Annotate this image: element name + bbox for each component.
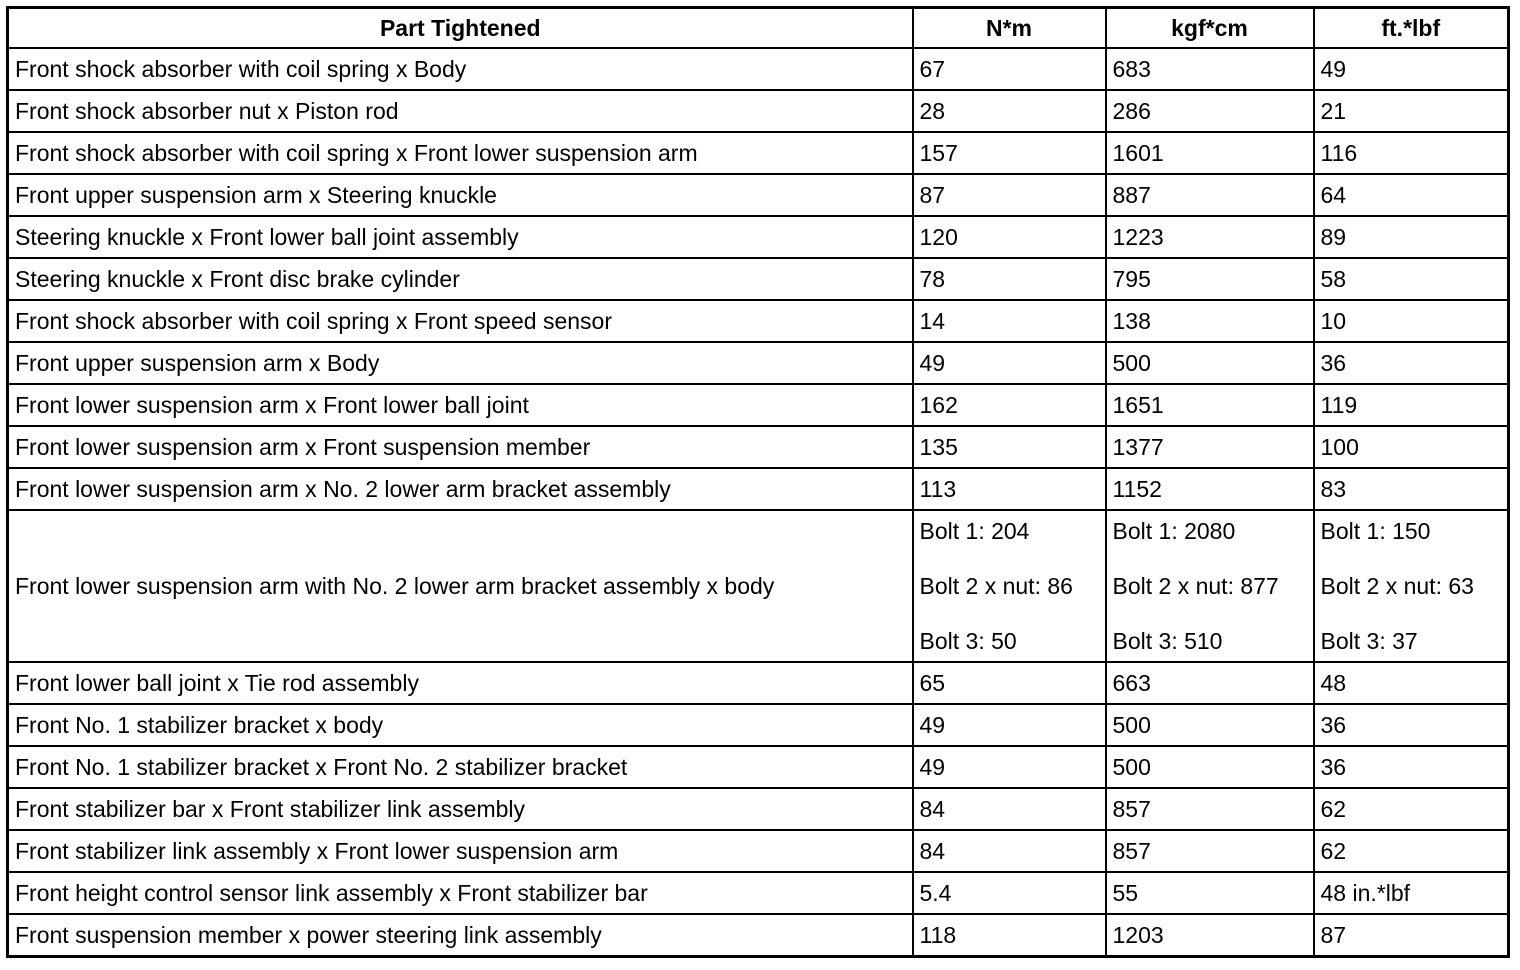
ft-lbf-cell-line: 64 xyxy=(1320,182,1347,208)
nm-cell xyxy=(913,662,1106,704)
part-cell: Front lower suspension arm with No. 2 lower arm bracket assembly x body xyxy=(8,510,913,662)
nm-cell xyxy=(913,258,1106,300)
nm-cell-line: 49 xyxy=(919,754,946,780)
nm-cell-line: Bolt 1: 204 xyxy=(919,518,1030,544)
table-row xyxy=(8,704,1509,746)
ft-lbf-cell xyxy=(1314,174,1509,216)
kgf-cm-cell-line: 500 xyxy=(1112,754,1151,780)
kgf-cm-cell-line: 1223 xyxy=(1112,224,1164,250)
nm-cell-line: Bolt 3: 50 xyxy=(919,628,1017,654)
kgf-cm-cell xyxy=(1106,872,1314,914)
kgf-cm-cell xyxy=(1106,830,1314,872)
nm-cell xyxy=(913,90,1106,132)
table-row xyxy=(8,510,1509,662)
ft-lbf-cell xyxy=(1314,662,1509,704)
kgf-cm-cell-line: Bolt 2 x nut: 877 xyxy=(1112,573,1279,599)
nm-cell xyxy=(913,342,1106,384)
kgf-cm-cell xyxy=(1106,90,1314,132)
nm-cell-line: Bolt 2 x nut: 86 xyxy=(919,573,1073,599)
ft-lbf-cell-line: Bolt 3: 37 xyxy=(1320,628,1418,654)
part-cell: Front stabilizer bar x Front stabilizer link assembly xyxy=(8,788,913,830)
kgf-cm-cell xyxy=(1106,300,1314,342)
ft-lbf-cell xyxy=(1314,872,1509,914)
kgf-cm-cell xyxy=(1106,914,1314,957)
nm-cell-line: 162 xyxy=(919,392,958,418)
nm-cell xyxy=(913,132,1106,174)
ft-lbf-cell-line: 10 xyxy=(1320,308,1347,334)
ft-lbf-cell-line: 48 in.*lbf xyxy=(1320,880,1411,906)
kgf-cm-cell-line: Bolt 1: 2080 xyxy=(1112,518,1236,544)
part-cell: Front lower suspension arm x Front lower ball joint xyxy=(8,384,913,426)
header-kgf-cm: kgf*cm xyxy=(1106,8,1314,49)
ft-lbf-cell-line: 62 xyxy=(1320,796,1347,822)
ft-lbf-cell xyxy=(1314,704,1509,746)
nm-cell-line: 78 xyxy=(919,266,946,292)
nm-cell-line: 5.4 xyxy=(919,880,952,906)
part-cell: Front height control sensor link assembly x Front stabilizer bar xyxy=(8,872,913,914)
kgf-cm-cell xyxy=(1106,704,1314,746)
ft-lbf-cell xyxy=(1314,510,1509,662)
ft-lbf-cell-line: 62 xyxy=(1320,838,1347,864)
ft-lbf-cell-line: 116 xyxy=(1320,140,1358,166)
nm-cell-line: 120 xyxy=(919,224,958,250)
kgf-cm-cell xyxy=(1106,384,1314,426)
table-row xyxy=(8,342,1509,384)
nm-cell-line: 84 xyxy=(919,838,946,864)
ft-lbf-cell xyxy=(1314,258,1509,300)
ft-lbf-cell xyxy=(1314,216,1509,258)
kgf-cm-cell xyxy=(1106,510,1314,662)
part-cell: Front No. 1 stabilizer bracket x body xyxy=(8,704,913,746)
ft-lbf-cell-line: 49 xyxy=(1320,56,1347,82)
nm-cell-line: 14 xyxy=(919,308,946,334)
table-row xyxy=(8,468,1509,510)
nm-cell-line: 135 xyxy=(919,434,958,460)
nm-cell xyxy=(913,300,1106,342)
table-row xyxy=(8,830,1509,872)
kgf-cm-cell-line: 500 xyxy=(1112,712,1151,738)
header-ft-lbf: ft.*lbf xyxy=(1314,8,1509,49)
nm-cell xyxy=(913,510,1106,662)
nm-cell xyxy=(913,914,1106,957)
part-cell: Front lower ball joint x Tie rod assembly xyxy=(8,662,913,704)
ft-lbf-cell xyxy=(1314,300,1509,342)
table-row xyxy=(8,384,1509,426)
kgf-cm-cell-line: 138 xyxy=(1112,308,1151,334)
kgf-cm-cell xyxy=(1106,746,1314,788)
kgf-cm-cell-line: 55 xyxy=(1112,880,1139,906)
ft-lbf-cell xyxy=(1314,426,1509,468)
table-row xyxy=(8,174,1509,216)
table-row xyxy=(8,662,1509,704)
nm-cell xyxy=(913,426,1106,468)
nm-cell xyxy=(913,468,1106,510)
kgf-cm-cell-line: 795 xyxy=(1112,266,1151,292)
nm-cell xyxy=(913,174,1106,216)
table-row xyxy=(8,90,1509,132)
nm-cell-line: 113 xyxy=(919,476,957,502)
kgf-cm-cell-line: 857 xyxy=(1112,838,1151,864)
table-header xyxy=(8,8,1509,49)
ft-lbf-cell-line: 58 xyxy=(1320,266,1347,292)
kgf-cm-cell-line: 1152 xyxy=(1112,476,1162,502)
nm-cell xyxy=(913,48,1106,90)
nm-cell xyxy=(913,746,1106,788)
nm-cell xyxy=(913,872,1106,914)
kgf-cm-cell xyxy=(1106,132,1314,174)
ft-lbf-cell-line: 89 xyxy=(1320,224,1347,250)
part-cell: Front upper suspension arm x Body xyxy=(8,342,913,384)
part-cell: Steering knuckle x Front lower ball joint assembly xyxy=(8,216,913,258)
ft-lbf-cell-line: 87 xyxy=(1320,922,1347,948)
ft-lbf-cell-line: Bolt 2 x nut: 63 xyxy=(1320,573,1474,599)
part-cell: Front lower suspension arm x Front suspension member xyxy=(8,426,913,468)
ft-lbf-cell-line: 36 xyxy=(1320,350,1347,376)
part-cell: Front upper suspension arm x Steering knuckle xyxy=(8,174,913,216)
part-cell: Front suspension member x power steering link assembly xyxy=(8,914,913,957)
kgf-cm-cell-line: 683 xyxy=(1112,56,1151,82)
ft-lbf-cell xyxy=(1314,788,1509,830)
kgf-cm-cell-line: 1651 xyxy=(1112,392,1164,418)
table-row xyxy=(8,426,1509,468)
nm-cell-line: 49 xyxy=(919,712,946,738)
ft-lbf-cell xyxy=(1314,90,1509,132)
header-row xyxy=(8,8,1509,49)
part-cell: Front shock absorber with coil spring x Front lower suspension arm xyxy=(8,132,913,174)
nm-cell-line: 65 xyxy=(919,670,946,696)
ft-lbf-cell-line: 21 xyxy=(1320,98,1347,124)
ft-lbf-cell xyxy=(1314,384,1509,426)
nm-cell xyxy=(913,788,1106,830)
table-row xyxy=(8,788,1509,830)
nm-cell-line: 28 xyxy=(919,98,946,124)
table-row xyxy=(8,48,1509,90)
ft-lbf-cell-line: 48 xyxy=(1320,670,1347,696)
kgf-cm-cell-line: 1601 xyxy=(1112,140,1164,166)
nm-cell xyxy=(913,704,1106,746)
part-cell: Front lower suspension arm x No. 2 lower arm bracket assembly xyxy=(8,468,913,510)
kgf-cm-cell xyxy=(1106,48,1314,90)
part-cell: Front shock absorber with coil spring x Body xyxy=(8,48,913,90)
kgf-cm-cell xyxy=(1106,174,1314,216)
nm-cell xyxy=(913,216,1106,258)
nm-cell xyxy=(913,384,1106,426)
ft-lbf-cell-line: 83 xyxy=(1320,476,1347,502)
kgf-cm-cell xyxy=(1106,468,1314,510)
ft-lbf-cell-line: Bolt 1: 150 xyxy=(1320,518,1431,544)
kgf-cm-cell-line: 1377 xyxy=(1112,434,1164,460)
part-cell: Front shock absorber with coil spring x Front speed sensor xyxy=(8,300,913,342)
nm-cell-line: 87 xyxy=(919,182,946,208)
part-cell: Front stabilizer link assembly x Front lower suspension arm xyxy=(8,830,913,872)
ft-lbf-cell-line: 36 xyxy=(1320,754,1347,780)
kgf-cm-cell xyxy=(1106,342,1314,384)
table-row xyxy=(8,746,1509,788)
part-cell: Front No. 1 stabilizer bracket x Front No. 2 stabilizer bracket xyxy=(8,746,913,788)
table-row xyxy=(8,872,1509,914)
kgf-cm-cell xyxy=(1106,662,1314,704)
nm-cell-line: 49 xyxy=(919,350,946,376)
nm-cell xyxy=(913,830,1106,872)
ft-lbf-cell-line: 36 xyxy=(1320,712,1347,738)
ft-lbf-cell xyxy=(1314,914,1509,957)
ft-lbf-cell xyxy=(1314,746,1509,788)
table-row xyxy=(8,132,1509,174)
header-part-tightened: Part Tightened xyxy=(8,8,913,49)
kgf-cm-cell-line: 663 xyxy=(1112,670,1151,696)
table-row xyxy=(8,258,1509,300)
table-row xyxy=(8,216,1509,258)
ft-lbf-cell xyxy=(1314,830,1509,872)
nm-cell-line: 84 xyxy=(919,796,946,822)
ft-lbf-cell xyxy=(1314,48,1509,90)
kgf-cm-cell-line: Bolt 3: 510 xyxy=(1112,628,1223,654)
kgf-cm-cell-line: 286 xyxy=(1112,98,1151,124)
kgf-cm-cell-line: 857 xyxy=(1112,796,1151,822)
table-row xyxy=(8,300,1509,342)
torque-specification-table xyxy=(6,6,1510,958)
nm-cell-line: 118 xyxy=(919,922,957,948)
nm-cell-line: 157 xyxy=(919,140,958,166)
kgf-cm-cell-line: 1203 xyxy=(1112,922,1164,948)
ft-lbf-cell xyxy=(1314,342,1509,384)
nm-cell-line: 67 xyxy=(919,56,946,82)
ft-lbf-cell xyxy=(1314,468,1509,510)
table-row xyxy=(8,914,1509,957)
table-body xyxy=(8,48,1509,957)
kgf-cm-cell xyxy=(1106,426,1314,468)
ft-lbf-cell-line: 100 xyxy=(1320,434,1359,460)
ft-lbf-cell-line: 119 xyxy=(1320,392,1358,418)
kgf-cm-cell xyxy=(1106,216,1314,258)
part-cell: Steering knuckle x Front disc brake cylinder xyxy=(8,258,913,300)
kgf-cm-cell-line: 887 xyxy=(1112,182,1151,208)
kgf-cm-cell-line: 500 xyxy=(1112,350,1151,376)
part-cell: Front shock absorber nut x Piston rod xyxy=(8,90,913,132)
header-nm: N*m xyxy=(913,8,1106,49)
kgf-cm-cell xyxy=(1106,258,1314,300)
ft-lbf-cell xyxy=(1314,132,1509,174)
kgf-cm-cell xyxy=(1106,788,1314,830)
